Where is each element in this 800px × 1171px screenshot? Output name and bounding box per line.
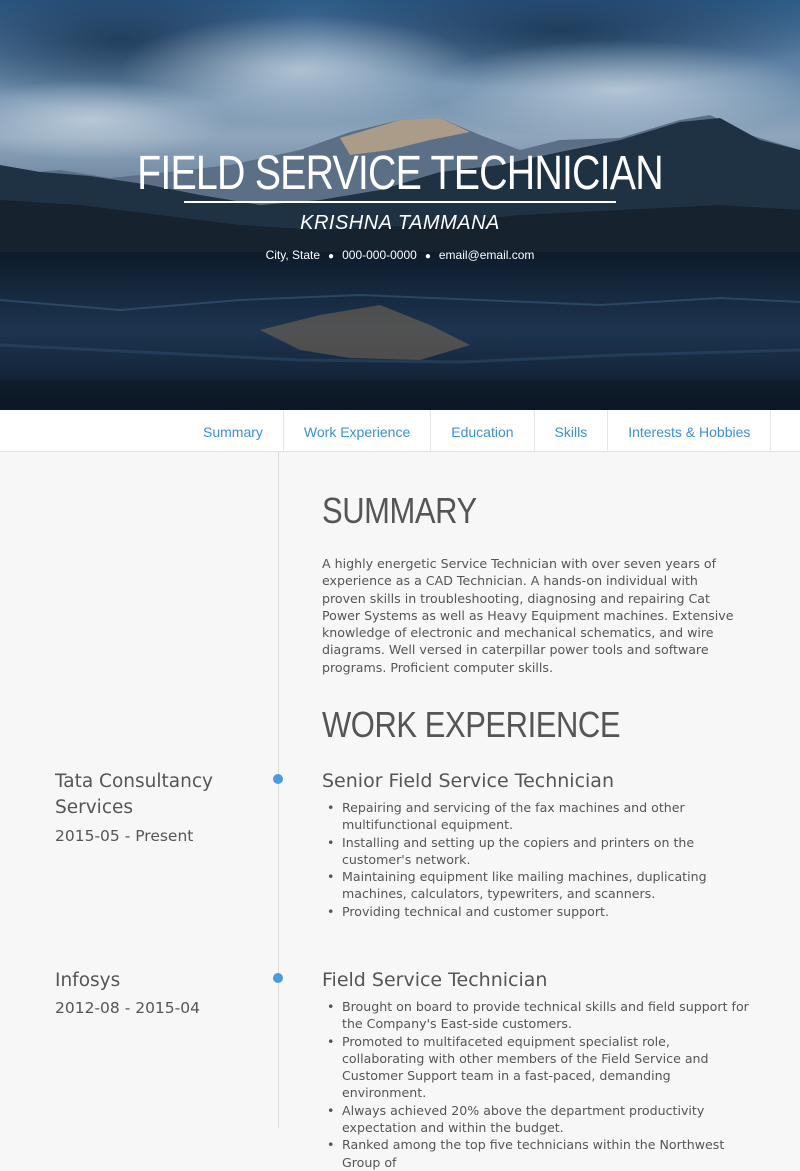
timeline-line: [278, 452, 279, 1128]
hero-banner: [0, 0, 800, 410]
job-title: Field Service Technician: [322, 969, 548, 991]
job-duties-list: [322, 998, 752, 1171]
job-dates: 2012-08 - 2015-04: [55, 999, 200, 1017]
contact-location: City, State: [265, 248, 321, 262]
nav-summary[interactable]: Summary: [182, 410, 284, 452]
nav-skills[interactable]: Skills: [535, 410, 609, 452]
nav-education[interactable]: Education: [431, 410, 534, 452]
summary-heading: SUMMARY: [322, 490, 477, 531]
list-item: • Installing and setting up the copiers and printers on the customer's network.: [322, 834, 752, 869]
job-company: Infosys: [55, 970, 121, 991]
list-item: • Maintaining equipment like mailing machines, duplicating machines, calculators, typewriters, and scanners.: [322, 868, 752, 903]
list-item: • Promoted to multifaceted equipment specialist role, collaborating with other members of the Field Service and Customer Support team in a fast-paced, demanding environment.: [322, 1033, 752, 1102]
nav-interests-hobbies[interactable]: Interests & Hobbies: [608, 410, 771, 452]
list-item: • Providing technical and customer support.: [322, 903, 752, 920]
job-company: Tata Consultancy Services: [55, 771, 213, 818]
list-item: • Repairing and servicing of the fax machines and other multifunctional equipment.: [322, 799, 752, 834]
job-title: Senior Field Service Technician: [322, 770, 614, 792]
summary-text: A highly energetic Service Technician with over seven years of experience as a CAD Technician. A hands-on individual with proven skills in troubleshooting, diagnosing and repairing Cat Power Systems as well as Heavy Equipment machines. Extensive knowledge of electronic and mechanical schematics, and wire diagrams. Well versed in caterpillar power tools and software programs. Proficient computer skills.: [322, 556, 734, 675]
bullet-separator-icon: ●: [424, 251, 431, 262]
title-underline: [184, 201, 616, 203]
list-item: • Ranked among the top five technicians within the Northwest Group of: [322, 1136, 752, 1171]
bullet-separator-icon: ●: [328, 251, 335, 262]
job-dates: 2015-05 - Present: [55, 827, 194, 845]
nav-work-experience[interactable]: Work Experience: [284, 410, 431, 452]
contact-phone: 000-000-0000: [342, 248, 417, 262]
job-duties-list: [322, 799, 752, 920]
timeline-marker: [273, 774, 283, 784]
timeline-marker: [273, 973, 283, 983]
list-item: • Always achieved 20% above the department productivity expectation and within the budget.: [322, 1102, 752, 1137]
section-nav: [0, 410, 800, 452]
resume-title: FIELD SERVICE TECHNICIAN: [137, 147, 663, 200]
contact-email: email@email.com: [438, 248, 535, 262]
list-item: • Brought on board to provide technical skills and field support for the Company's East-side customers.: [322, 998, 752, 1033]
candidate-name: KRISHNA TAMMANA: [300, 212, 500, 234]
contact-line: [0, 248, 800, 262]
work-experience-heading: WORK EXPERIENCE: [322, 704, 621, 745]
